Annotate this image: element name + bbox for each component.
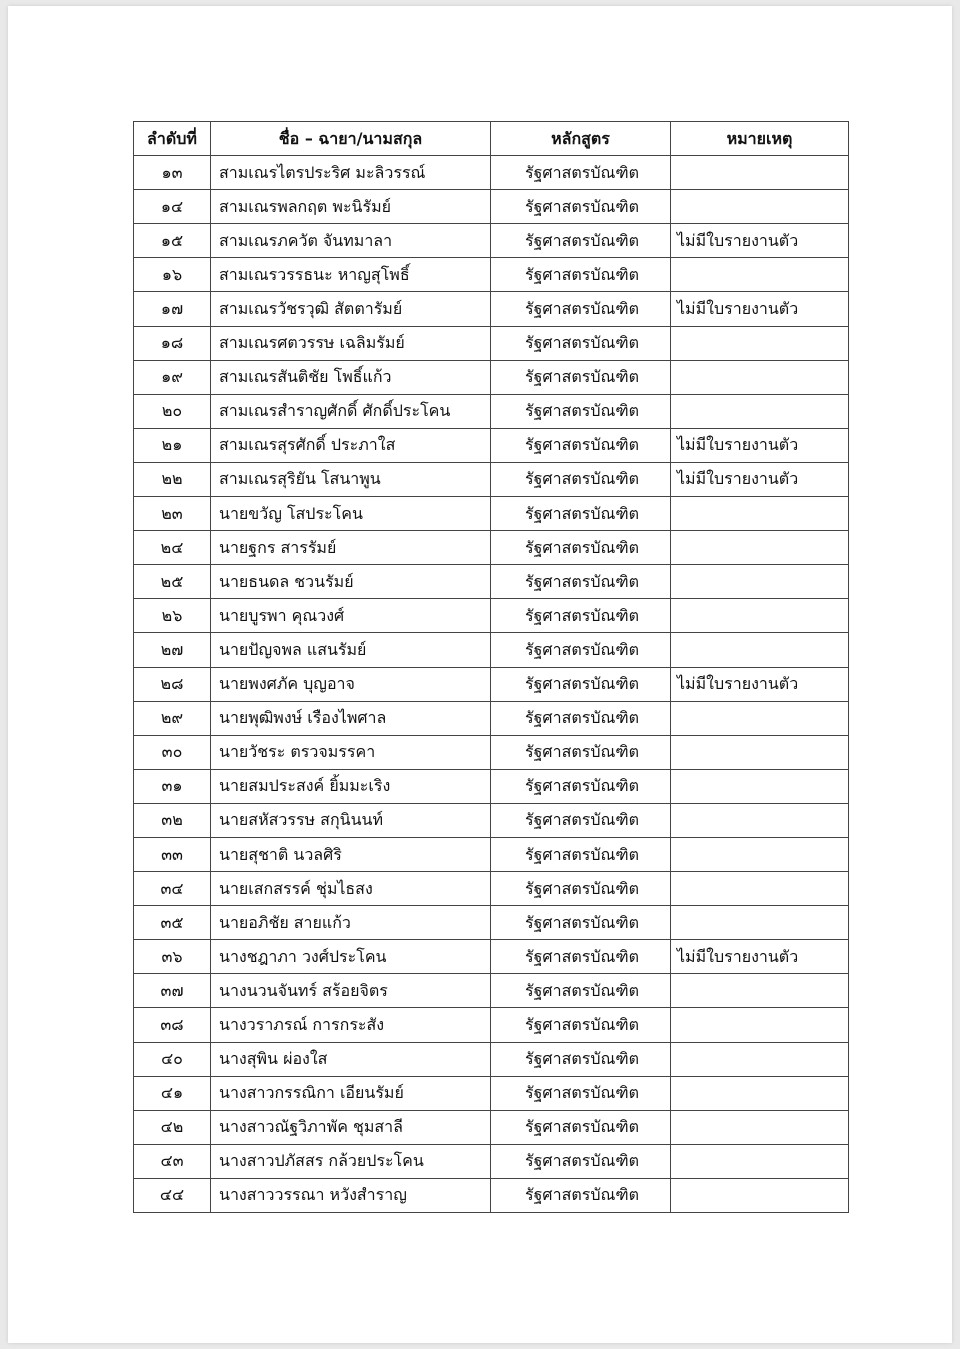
row-program-cell: รัฐศาสตรบัณฑิต xyxy=(491,1178,671,1212)
row-program-cell: รัฐศาสตรบัณฑิต xyxy=(491,224,671,258)
table-row xyxy=(134,497,849,531)
row-name-cell: นางนวนจันทร์ สร้อยจิตร xyxy=(211,974,491,1008)
row-name-cell: นายสมประสงค์ ยิ้มมะเริง xyxy=(211,769,491,803)
row-order-cell: ๔๐ xyxy=(134,1042,211,1076)
header-row xyxy=(134,122,849,156)
header-name: ชื่อ – ฉายา/นามสกุล xyxy=(211,122,491,156)
row-program-cell: รัฐศาสตรบัณฑิต xyxy=(491,837,671,871)
table-row xyxy=(134,872,849,906)
row-order-cell: ๒๘ xyxy=(134,667,211,701)
row-remarks-cell xyxy=(671,633,849,667)
row-program-cell: รัฐศาสตรบัณฑิต xyxy=(491,394,671,428)
table-row xyxy=(134,1144,849,1178)
row-remarks-cell: ไม่มีใบรายงานตัว xyxy=(671,292,849,326)
row-order-cell: ๒๑ xyxy=(134,428,211,462)
table-header xyxy=(134,122,849,156)
row-program-cell: รัฐศาสตรบัณฑิต xyxy=(491,190,671,224)
row-name-cell: นายปัญจพล แสนรัมย์ xyxy=(211,633,491,667)
row-name-cell: สามเณรสุรศักดิ์ ประภาใส xyxy=(211,428,491,462)
row-program-cell: รัฐศาสตรบัณฑิต xyxy=(491,940,671,974)
row-remarks-cell xyxy=(671,531,849,565)
table-row xyxy=(134,1008,849,1042)
row-program-cell: รัฐศาสตรบัณฑิต xyxy=(491,292,671,326)
row-program-cell: รัฐศาสตรบัณฑิต xyxy=(491,531,671,565)
row-remarks-cell: ไม่มีใบรายงานตัว xyxy=(671,224,849,258)
header-remarks: หมายเหตุ xyxy=(671,122,849,156)
table-row xyxy=(134,156,849,190)
row-name-cell: นางสาวณัฐวิภาพัค ชุมสาลี xyxy=(211,1110,491,1144)
row-name-cell: สามเณรภควัต จันทมาลา xyxy=(211,224,491,258)
row-order-cell: ๑๙ xyxy=(134,360,211,394)
header-program: หลักสูตร xyxy=(491,122,671,156)
row-program-cell: รัฐศาสตรบัณฑิต xyxy=(491,872,671,906)
row-order-cell: ๓๓ xyxy=(134,837,211,871)
row-program-cell: รัฐศาสตรบัณฑิต xyxy=(491,497,671,531)
row-order-cell: ๔๓ xyxy=(134,1144,211,1178)
table-row xyxy=(134,394,849,428)
row-program-cell: รัฐศาสตรบัณฑิต xyxy=(491,428,671,462)
table-row xyxy=(134,803,849,837)
row-remarks-cell xyxy=(671,1076,849,1110)
table-row xyxy=(134,1076,849,1110)
row-remarks-cell xyxy=(671,735,849,769)
row-name-cell: นางชฎาภา วงศ์ประโคน xyxy=(211,940,491,974)
row-name-cell: สามเณรวัชรวุฒิ สัตตารัมย์ xyxy=(211,292,491,326)
row-name-cell: สามเณรสันติชัย โพธิ์แก้ว xyxy=(211,360,491,394)
row-program-cell: รัฐศาสตรบัณฑิต xyxy=(491,1076,671,1110)
row-remarks-cell: ไม่มีใบรายงานตัว xyxy=(671,667,849,701)
row-remarks-cell xyxy=(671,803,849,837)
row-name-cell: นายฐกร สารรัมย์ xyxy=(211,531,491,565)
row-remarks-cell xyxy=(671,497,849,531)
row-remarks-cell xyxy=(671,258,849,292)
row-name-cell: นายอภิชัย สายแก้ว xyxy=(211,906,491,940)
table-row xyxy=(134,837,849,871)
table-row xyxy=(134,360,849,394)
table-row xyxy=(134,974,849,1008)
row-order-cell: ๔๒ xyxy=(134,1110,211,1144)
row-remarks-cell xyxy=(671,565,849,599)
student-roster-table xyxy=(133,121,849,1213)
row-name-cell: นางสาวปภัสสร กล้วยประโคน xyxy=(211,1144,491,1178)
row-remarks-cell: ไม่มีใบรายงานตัว xyxy=(671,462,849,496)
row-order-cell: ๑๘ xyxy=(134,326,211,360)
row-remarks-cell xyxy=(671,974,849,1008)
row-name-cell: สามเณรวรรธนะ หาญสุโพธิ์ xyxy=(211,258,491,292)
row-remarks-cell xyxy=(671,701,849,735)
table-row xyxy=(134,735,849,769)
row-name-cell: นายสหัสวรรษ สกุนินนท์ xyxy=(211,803,491,837)
row-program-cell: รัฐศาสตรบัณฑิต xyxy=(491,462,671,496)
table-row xyxy=(134,462,849,496)
row-program-cell: รัฐศาสตรบัณฑิต xyxy=(491,906,671,940)
row-name-cell: นางวราภรณ์ การกระสัง xyxy=(211,1008,491,1042)
row-order-cell: ๓๑ xyxy=(134,769,211,803)
row-program-cell: รัฐศาสตรบัณฑิต xyxy=(491,565,671,599)
document-page xyxy=(8,6,952,1343)
row-program-cell: รัฐศาสตรบัณฑิต xyxy=(491,803,671,837)
row-name-cell: นางสุพิน ผ่องใส xyxy=(211,1042,491,1076)
row-remarks-cell: ไม่มีใบรายงานตัว xyxy=(671,940,849,974)
row-order-cell: ๓๒ xyxy=(134,803,211,837)
table-row xyxy=(134,701,849,735)
row-order-cell: ๒๔ xyxy=(134,531,211,565)
row-program-cell: รัฐศาสตรบัณฑิต xyxy=(491,1144,671,1178)
row-remarks-cell xyxy=(671,1042,849,1076)
row-remarks-cell xyxy=(671,190,849,224)
row-program-cell: รัฐศาสตรบัณฑิต xyxy=(491,735,671,769)
row-name-cell: นายเสกสรรค์ ชุ่มไธสง xyxy=(211,872,491,906)
row-order-cell: ๓๐ xyxy=(134,735,211,769)
row-name-cell: นายพุฒิพงษ์ เรืองไพศาล xyxy=(211,701,491,735)
row-order-cell: ๑๖ xyxy=(134,258,211,292)
row-name-cell: นายขวัญ โสประโคน xyxy=(211,497,491,531)
row-name-cell: นางสาววรรณา หวังสำราญ xyxy=(211,1178,491,1212)
row-remarks-cell xyxy=(671,872,849,906)
row-remarks-cell xyxy=(671,599,849,633)
table-row xyxy=(134,1110,849,1144)
row-program-cell: รัฐศาสตรบัณฑิต xyxy=(491,258,671,292)
table-row xyxy=(134,1042,849,1076)
row-order-cell: ๔๔ xyxy=(134,1178,211,1212)
row-order-cell: ๓๖ xyxy=(134,940,211,974)
row-name-cell: สามเณรสุริยัน โสนาพูน xyxy=(211,462,491,496)
table-row xyxy=(134,224,849,258)
row-name-cell: นายธนดล ชวนรัมย์ xyxy=(211,565,491,599)
table-row xyxy=(134,906,849,940)
row-program-cell: รัฐศาสตรบัณฑิต xyxy=(491,1110,671,1144)
row-program-cell: รัฐศาสตรบัณฑิต xyxy=(491,769,671,803)
row-order-cell: ๓๕ xyxy=(134,906,211,940)
table-row xyxy=(134,940,849,974)
row-program-cell: รัฐศาสตรบัณฑิต xyxy=(491,633,671,667)
row-program-cell: รัฐศาสตรบัณฑิต xyxy=(491,974,671,1008)
row-order-cell: ๓๗ xyxy=(134,974,211,1008)
table-row xyxy=(134,326,849,360)
row-order-cell: ๓๔ xyxy=(134,872,211,906)
row-order-cell: ๔๑ xyxy=(134,1076,211,1110)
row-remarks-cell: ไม่มีใบรายงานตัว xyxy=(671,428,849,462)
table-row xyxy=(134,428,849,462)
row-order-cell: ๒๖ xyxy=(134,599,211,633)
row-name-cell: นายบูรพา คุณวงศ์ xyxy=(211,599,491,633)
table-row xyxy=(134,565,849,599)
row-order-cell: ๓๘ xyxy=(134,1008,211,1042)
row-program-cell: รัฐศาสตรบัณฑิต xyxy=(491,360,671,394)
row-order-cell: ๒๙ xyxy=(134,701,211,735)
table-row xyxy=(134,292,849,326)
row-name-cell: สามเณรสำราญศักดิ์ ศักดิ์ประโคน xyxy=(211,394,491,428)
table-row xyxy=(134,190,849,224)
row-order-cell: ๒๕ xyxy=(134,565,211,599)
row-name-cell: นายวัชระ ตรวจมรรคา xyxy=(211,735,491,769)
row-order-cell: ๑๕ xyxy=(134,224,211,258)
row-name-cell: สามเณรพลกฤต พะนิรัมย์ xyxy=(211,190,491,224)
row-remarks-cell xyxy=(671,394,849,428)
table-row xyxy=(134,1178,849,1212)
row-order-cell: ๑๓ xyxy=(134,156,211,190)
table-row xyxy=(134,599,849,633)
row-program-cell: รัฐศาสตรบัณฑิต xyxy=(491,667,671,701)
row-remarks-cell xyxy=(671,906,849,940)
row-name-cell: นายพงศภัค บุญอาจ xyxy=(211,667,491,701)
row-order-cell: ๒๒ xyxy=(134,462,211,496)
row-order-cell: ๒๗ xyxy=(134,633,211,667)
row-remarks-cell xyxy=(671,326,849,360)
header-order: ลำดับที่ xyxy=(134,122,211,156)
row-order-cell: ๑๔ xyxy=(134,190,211,224)
row-remarks-cell xyxy=(671,156,849,190)
row-name-cell: สามเณรศตวรรษ เฉลิมรัมย์ xyxy=(211,326,491,360)
row-name-cell: นางสาวกรรณิกา เอียนรัมย์ xyxy=(211,1076,491,1110)
row-program-cell: รัฐศาสตรบัณฑิต xyxy=(491,326,671,360)
row-remarks-cell xyxy=(671,837,849,871)
row-remarks-cell xyxy=(671,769,849,803)
row-program-cell: รัฐศาสตรบัณฑิต xyxy=(491,1008,671,1042)
row-order-cell: ๑๗ xyxy=(134,292,211,326)
row-remarks-cell xyxy=(671,1008,849,1042)
row-name-cell: นายสุชาติ นวลศิริ xyxy=(211,837,491,871)
row-order-cell: ๒๓ xyxy=(134,497,211,531)
row-program-cell: รัฐศาสตรบัณฑิต xyxy=(491,701,671,735)
table-row xyxy=(134,531,849,565)
table-row xyxy=(134,769,849,803)
row-program-cell: รัฐศาสตรบัณฑิต xyxy=(491,1042,671,1076)
row-program-cell: รัฐศาสตรบัณฑิต xyxy=(491,156,671,190)
table-body xyxy=(134,156,849,1213)
table-row xyxy=(134,258,849,292)
row-remarks-cell xyxy=(671,360,849,394)
table-row xyxy=(134,633,849,667)
row-remarks-cell xyxy=(671,1144,849,1178)
row-name-cell: สามเณรไตรประริศ มะลิวรรณ์ xyxy=(211,156,491,190)
table-row xyxy=(134,667,849,701)
row-order-cell: ๒๐ xyxy=(134,394,211,428)
row-program-cell: รัฐศาสตรบัณฑิต xyxy=(491,599,671,633)
row-remarks-cell xyxy=(671,1178,849,1212)
row-remarks-cell xyxy=(671,1110,849,1144)
